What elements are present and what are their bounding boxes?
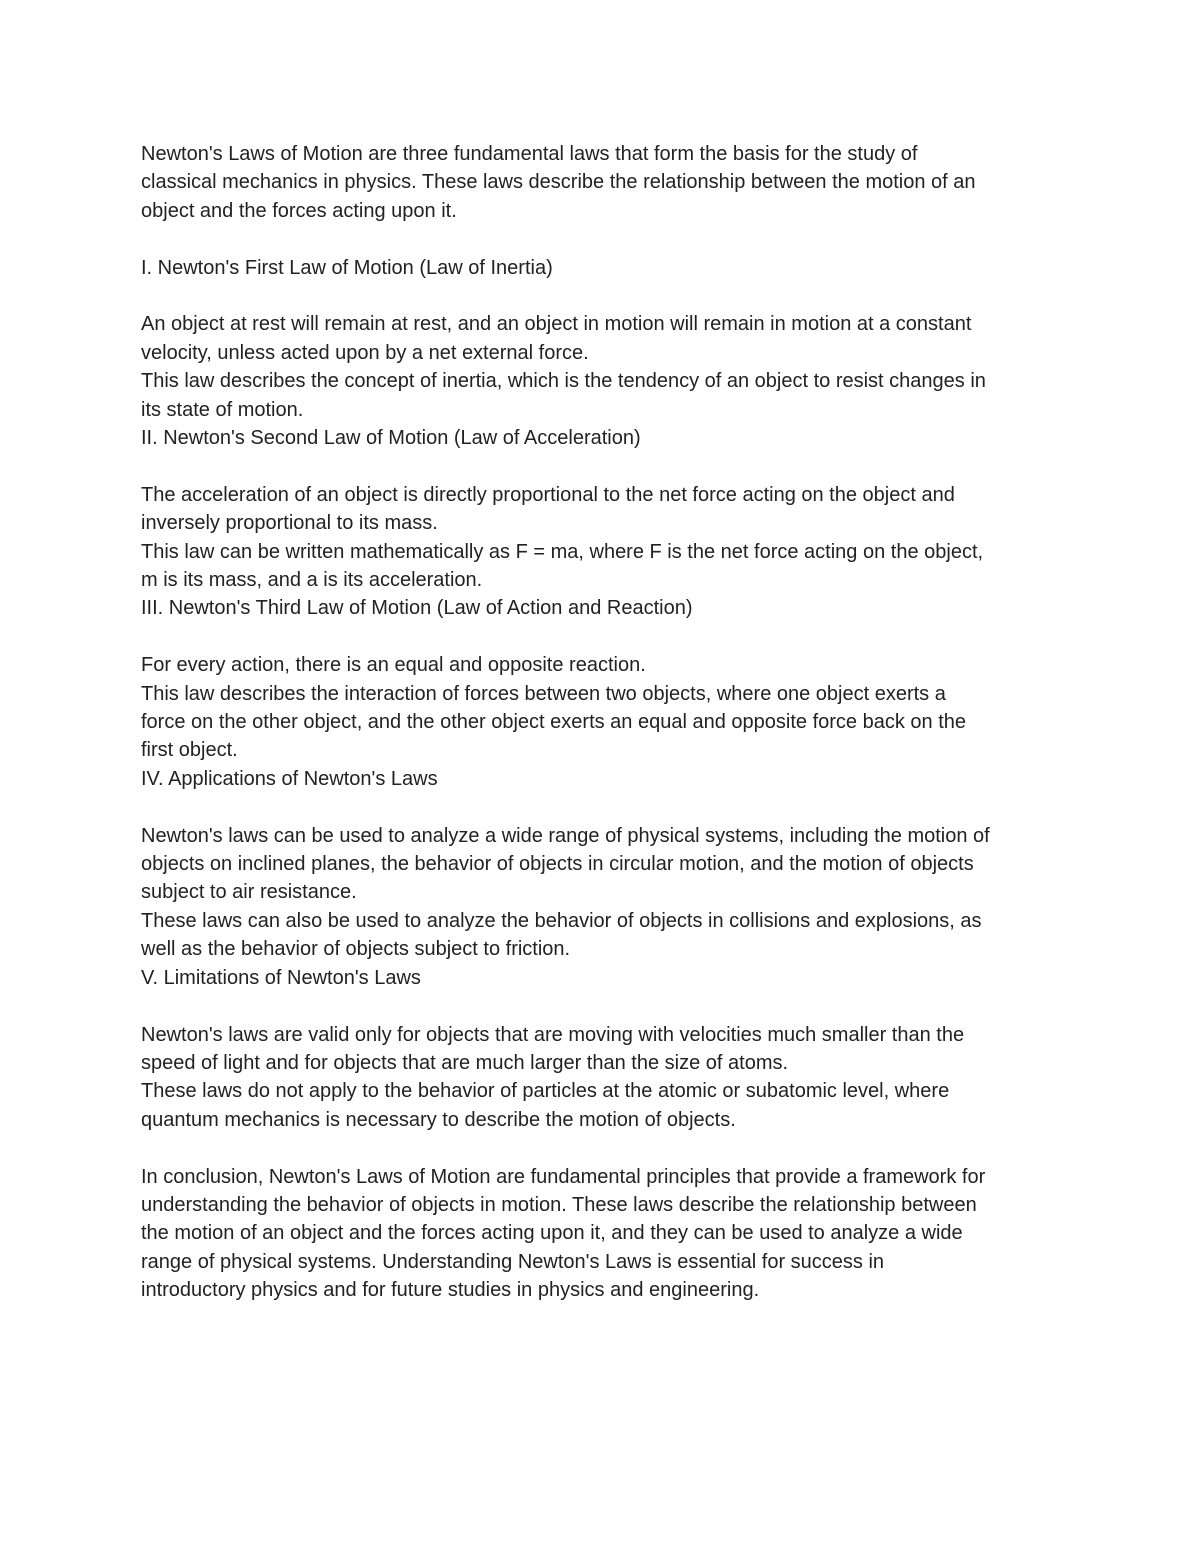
section-heading: II. Newton's Second Law of Motion (Law of Acceleration) bbox=[141, 427, 641, 450]
section-limitations bbox=[141, 964, 1066, 1134]
section-first-law bbox=[141, 254, 1066, 424]
text-line: understanding the behavior of objects in motion. These laws describe the relationship between bbox=[141, 1193, 977, 1216]
text-line: first object. bbox=[141, 739, 238, 762]
text-line: Newton's laws are valid only for objects that are moving with velocities much smaller than the bbox=[141, 1023, 965, 1046]
paragraph-spacer bbox=[141, 1134, 1066, 1162]
text-line: Newton's Laws of Motion are three fundamental laws that form the basis for the study of bbox=[141, 143, 918, 165]
paragraph-spacer bbox=[141, 992, 1066, 1020]
text-line: inversely proportional to its mass. bbox=[141, 512, 438, 535]
text-line: classical mechanics in physics. These laws describe the relationship between the motion of an bbox=[141, 171, 976, 194]
paragraph-spacer bbox=[141, 793, 1066, 821]
section-second-law bbox=[141, 424, 1066, 594]
document-body bbox=[141, 140, 1066, 1305]
text-line: The acceleration of an object is directly proportional to the net force acting on the object and bbox=[141, 483, 955, 506]
text-line: speed of light and for objects that are much larger than the size of atoms. bbox=[141, 1051, 789, 1074]
paragraph-spacer bbox=[141, 282, 1066, 310]
text-line: These laws do not apply to the behavior of particles at the atomic or subatomic level, where bbox=[141, 1080, 950, 1103]
text-line: These laws can also be used to analyze the behavior of objects in collisions and explosions, as bbox=[141, 909, 982, 932]
text-line: range of physical systems. Understanding Newton's Laws is essential for success in bbox=[141, 1250, 885, 1273]
paragraph-spacer bbox=[141, 225, 1066, 253]
text-line: This law can be written mathematically as F = ma, where F is the net force acting on the object, bbox=[141, 540, 984, 563]
text-line: This law describes the concept of inertia, which is the tendency of an object to resist changes in bbox=[141, 370, 986, 393]
intro-paragraph bbox=[141, 140, 1066, 225]
text-line: m is its mass, and a is its acceleration. bbox=[141, 569, 483, 592]
text-line: its state of motion. bbox=[141, 398, 304, 421]
section-heading: I. Newton's First Law of Motion (Law of Inertia) bbox=[141, 256, 553, 279]
text-line: In conclusion, Newton's Laws of Motion are fundamental principles that provide a framework for bbox=[141, 1165, 986, 1188]
section-heading: III. Newton's Third Law of Motion (Law of Action and Reaction) bbox=[141, 597, 693, 620]
section-heading: IV. Applications of Newton's Laws bbox=[141, 767, 438, 790]
text-line: objects on inclined planes, the behavior of objects in circular motion, and the motion of objects bbox=[141, 853, 974, 876]
text-line: well as the behavior of objects subject to friction. bbox=[141, 938, 571, 961]
text-line: force on the other object, and the other object exerts an equal and opposite force back on the bbox=[141, 711, 966, 734]
section-third-law bbox=[141, 594, 1066, 764]
text-line: An object at rest will remain at rest, and an object in motion will remain in motion at a constant bbox=[141, 313, 972, 336]
section-applications bbox=[141, 765, 1066, 964]
paragraph-spacer bbox=[141, 623, 1066, 651]
text-line: velocity, unless acted upon by a net external force. bbox=[141, 341, 589, 364]
text-line: quantum mechanics is necessary to describe the motion of objects. bbox=[141, 1108, 736, 1131]
text-line: object and the forces acting upon it. bbox=[141, 199, 457, 222]
paragraph-spacer bbox=[141, 452, 1066, 480]
text-line: the motion of an object and the forces acting upon it, and they can be used to analyze a wide bbox=[141, 1222, 963, 1245]
text-line: Newton's laws can be used to analyze a wide range of physical systems, including the motion of bbox=[141, 824, 990, 847]
text-line: introductory physics and for future studies in physics and engineering. bbox=[141, 1279, 760, 1302]
text-line: subject to air resistance. bbox=[141, 881, 357, 904]
conclusion-paragraph bbox=[141, 1163, 1066, 1305]
text-line: For every action, there is an equal and opposite reaction. bbox=[141, 654, 646, 677]
text-line: This law describes the interaction of forces between two objects, where one object exerts a bbox=[141, 682, 946, 705]
section-heading: V. Limitations of Newton's Laws bbox=[141, 966, 421, 989]
